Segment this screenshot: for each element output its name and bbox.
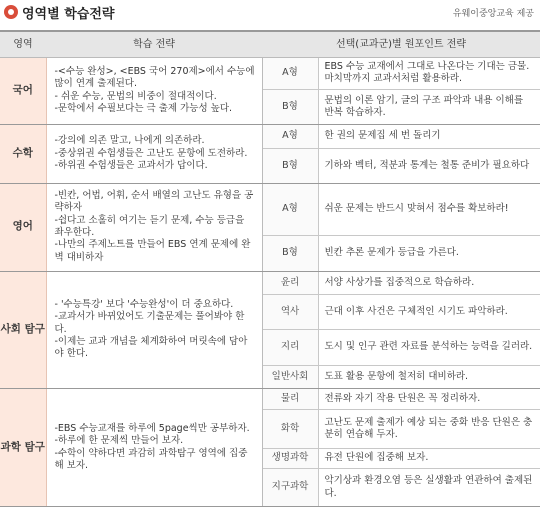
table-row xyxy=(0,57,540,90)
page-title: 영역별 학습전략 xyxy=(22,7,115,22)
strategy-cell xyxy=(46,124,262,183)
table-row xyxy=(0,271,540,294)
subject-math: 수학 xyxy=(0,124,46,183)
column-header-strategy: 학습 전략 xyxy=(46,31,262,57)
strategy-line: -EBS 수능교재를 하루에 5page씩만 공부하자. xyxy=(54,422,250,434)
one-point-strategy: 고난도 문제 출제가 예상 되는 중화 반응 단원은 충분히 연습해 두자. xyxy=(318,410,540,449)
one-point-strategy: 근대 이후 사건은 구체적인 시기도 파악하라. xyxy=(318,294,540,330)
strategy-line: - '수능특강' 보다 '수능완성'이 더 중요하다. xyxy=(54,299,234,311)
selection-type: B형 xyxy=(262,90,318,124)
selection-type: 화학 xyxy=(262,410,318,449)
strategy-line: -<수능 완성>, <EBS 국어 270제>에서 수능에 많이 연계 출제된다. xyxy=(54,66,255,90)
strategy-line: -문학에서 수필보다는 극 출제 가능성 높다. xyxy=(54,103,233,115)
table-header-row xyxy=(0,31,540,57)
one-point-strategy: 악기상과 환경오염 등은 실생활과 연관하여 출제된다. xyxy=(318,469,540,507)
one-point-strategy: 도시 및 인구 관련 자료를 분석하는 능력을 길러라. xyxy=(318,330,540,366)
selection-type: 역사 xyxy=(262,294,318,330)
header xyxy=(0,0,540,26)
selection-type: A형 xyxy=(262,57,318,90)
selection-type: B형 xyxy=(262,149,318,183)
selection-type: 일반사회 xyxy=(262,365,318,388)
strategy-line: -나만의 주제노트를 만들어 EBS 연계 문제에 완벽 대비하자 xyxy=(54,239,251,263)
column-header-subject: 영역 xyxy=(0,31,46,57)
subject-science: 과학 탐구 xyxy=(0,389,46,507)
strategy-line: -교과서가 바뀌었어도 기출문제는 풀어봐야 한다. xyxy=(54,311,245,335)
selection-type: A형 xyxy=(262,124,318,148)
column-header-onepoint: 선택(교과군)별 원포인트 전략 xyxy=(262,31,540,57)
one-point-strategy: 기하와 벡터, 적분과 통계는 철통 준비가 필요하다 xyxy=(318,149,540,183)
one-point-strategy: 서양 사상가를 집중적으로 학습하라. xyxy=(318,271,540,294)
selection-type: A형 xyxy=(262,183,318,235)
one-point-strategy: 도표 활용 문항에 철저히 대비하라. xyxy=(318,365,540,388)
selection-type: 지구과학 xyxy=(262,469,318,507)
one-point-strategy: 빈칸 추론 문제가 등급을 가른다. xyxy=(318,236,540,271)
table-row xyxy=(0,124,540,148)
strategy-line: -쉽다고 소홀히 여기는 듣기 문제, 수능 등급을 좌우한다. xyxy=(54,214,245,239)
selection-type: 생명과학 xyxy=(262,449,318,469)
strategy-cell xyxy=(46,183,262,271)
strategy-line: -수학이 약하다면 과감히 과학탐구 영역에 집중해 보자. xyxy=(54,447,248,471)
strategy-line: -이제는 교과 개념을 체계화하여 머릿속에 담아야 한다. xyxy=(54,336,248,360)
one-point-strategy: 한 권의 문제집 세 번 돌리기 xyxy=(318,124,540,148)
strategy-table xyxy=(0,30,540,507)
strategy-line: -강의에 의존 말고, 나에게 의존하라. xyxy=(54,135,205,147)
one-point-strategy: EBS 수능 교재에서 그대로 나온다는 기대는 금물. 마치막까지 교과서처럼 활용하라. xyxy=(318,57,540,90)
subject-english: 영어 xyxy=(0,183,46,271)
strategy-line: -하루에 한 문제씩 만들어 보자. xyxy=(54,435,184,447)
strategy-cell xyxy=(46,271,262,389)
one-point-strategy: 쉬운 문제는 반드시 맞혀서 점수를 확보하라! xyxy=(318,183,540,235)
table-row xyxy=(0,183,540,235)
subject-social-studies: 사회 탐구 xyxy=(0,271,46,389)
strategy-line: -중상위권 수험생들은 고난도 문항에 도전하라. xyxy=(54,147,248,159)
subject-korean: 국어 xyxy=(0,57,46,124)
source-credit: 유웨이중앙교육 제공 xyxy=(452,9,534,19)
table-row xyxy=(0,389,540,410)
one-point-strategy: 유전 단원에 집중해 보자. xyxy=(318,449,540,469)
strategy-line: -빈칸, 어법, 어휘, 순서 배열의 고난도 유형을 공략하자 xyxy=(54,190,254,214)
selection-type: B형 xyxy=(262,236,318,271)
one-point-strategy: 전류와 자기 작용 단원은 꼭 정리하자. xyxy=(318,389,540,410)
strategy-cell xyxy=(46,57,262,124)
selection-type: 물리 xyxy=(262,389,318,410)
strategy-cell xyxy=(46,389,262,507)
circle-bullet-icon xyxy=(4,5,18,19)
strategy-line: -하위권 수험생들은 교과서가 답이다. xyxy=(54,159,208,171)
one-point-strategy: 문법의 이론 암기, 글의 구조 파악과 내용 이해를 반복 학습하자. xyxy=(318,90,540,124)
selection-type: 윤리 xyxy=(262,271,318,294)
selection-type: 지리 xyxy=(262,330,318,366)
strategy-line: - 쉬운 수능, 문법의 비중이 절대적이다. xyxy=(54,90,217,102)
